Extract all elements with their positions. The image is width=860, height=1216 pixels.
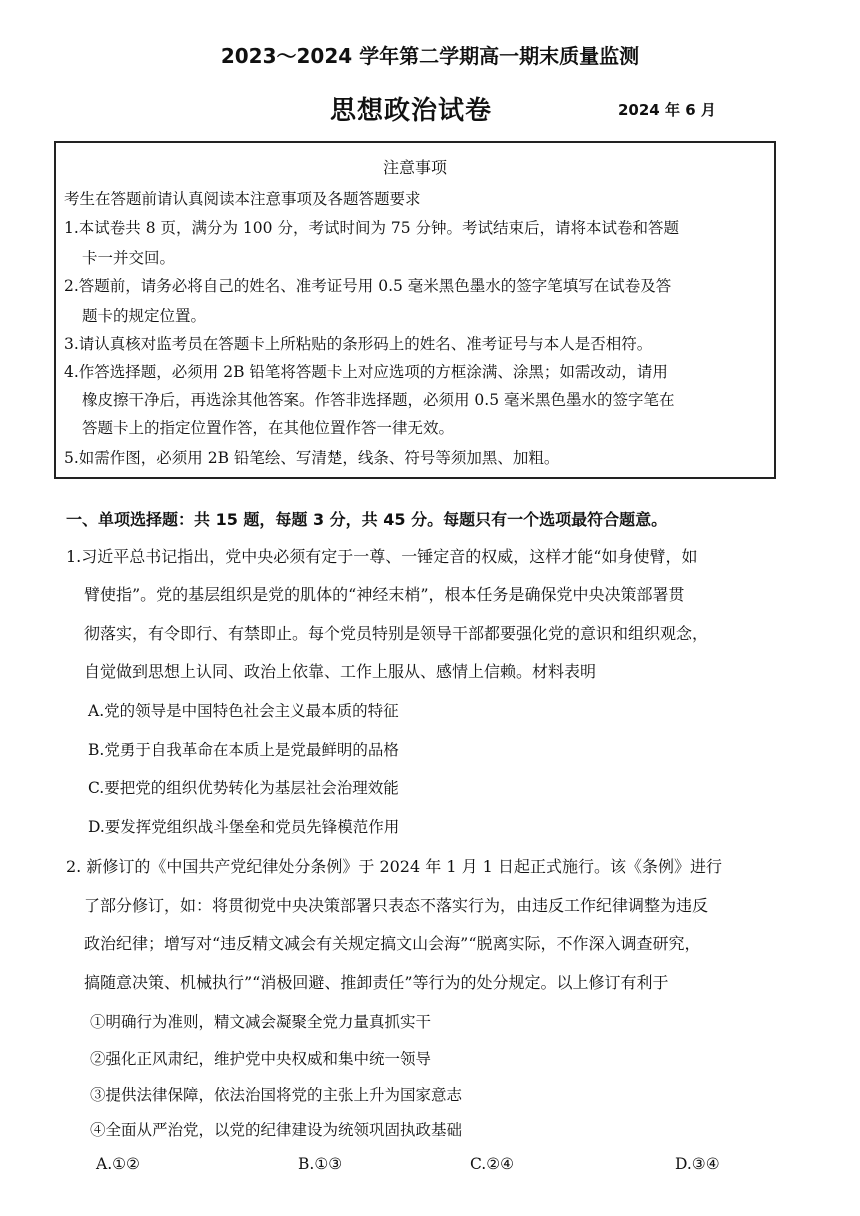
question-1-stem: 1.习近平总书记指出，党中央必须有定于一尊、一锤定音的权威，这样才能“如身使臂，如: [66, 547, 698, 566]
question-2-answer-a: A.①②: [96, 1155, 140, 1173]
subject-title: 思想政治试卷: [330, 96, 493, 126]
question-2-statement: ②强化正风肃纪，维护党中央权威和集中统一领导: [90, 1050, 432, 1068]
notice-line: 卡一并交回。: [82, 249, 176, 267]
question-2-statement: ①明确行为准则，精文减会凝聚全党力量真抓实干: [90, 1013, 432, 1031]
question-1-option-c: C.要把党的组织优势转化为基层社会治理效能: [88, 779, 399, 797]
exam-title: 2023～2024 学年第二学期高一期末质量监测: [220, 44, 640, 68]
exam-date: 2024 年 6 月: [618, 101, 716, 119]
notice-line: 橡皮擦干净后，再选涂其他答案。作答非选择题，必须用 0.5 毫米黑色墨水的签字笔在: [82, 391, 675, 409]
question-1-stem: 彻落实，有令即行、有禁即止。每个党员特别是领导干部都要强化党的意识和组织观念，: [84, 624, 709, 643]
notice-line: 5.如需作图，必须用 2B 铅笔绘、写清楚，线条、符号等须加黑、加粗。: [64, 449, 560, 467]
notice-line: 3.请认真核对监考员在答题卡上所粘贴的条形码上的姓名、准考证号与本人是否相符。: [64, 335, 653, 353]
question-2-stem: 2. 新修订的《中国共产党纪律处分条例》于 2024 年 1 月 1 日起正式施行。该《条例》进行: [66, 857, 722, 876]
section-heading: 一、单项选择题：共 15 题，每题 3 分，共 45 分。每题只有一个选项最符合题意。: [66, 510, 668, 529]
question-2-stem: 了部分修订，如：将贯彻党中央决策部署只表态不落实行为，由违反工作纪律调整为违反: [84, 896, 709, 915]
question-1-option-d: D.要发挥党组织战斗堡垒和党员先锋模范作用: [88, 818, 400, 836]
question-2-statement: ③提供法律保障，依法治国将党的主张上升为国家意志: [90, 1086, 463, 1104]
question-1-stem: 自觉做到思想上认同、政治上依靠、工作上服从、感情上信赖。材料表明: [84, 662, 597, 681]
question-2-stem: 政治纪律；增写对“违反精文减会有关规定搞文山会海”“脱离实际，不作深入调查研究，: [84, 934, 701, 953]
question-1-option-b: B.党勇于自我革命在本质上是党最鲜明的品格: [88, 741, 399, 759]
question-2-stem: 搞随意决策、机械执行”“消极回避、推卸责任”等行为的处分规定。以上修订有利于: [84, 973, 669, 992]
question-2-answer-d: D.③④: [675, 1155, 720, 1173]
notice-line: 2.答题前，请务必将自己的姓名、准考证号用 0.5 毫米黑色墨水的签字笔填写在试卷及答: [64, 277, 672, 295]
question-2-statement: ④全面从严治党，以党的纪律建设为统领巩固执政基础: [90, 1121, 463, 1139]
notice-line: 题卡的规定位置。: [82, 307, 207, 325]
notice-line: 1.本试卷共 8 页，满分为 100 分，考试时间为 75 分钟。考试结束后，请将本试卷和答题: [64, 219, 680, 237]
question-2-answer-c: C.②④: [470, 1155, 515, 1173]
notice-box: [54, 141, 776, 479]
notice-line: 考生在答题前请认真阅读本注意事项及各题答题要求: [64, 190, 421, 208]
notice-line: 4.作答选择题，必须用 2B 铅笔将答题卡上对应选项的方框涂满、涂黑；如需改动，请用: [64, 363, 668, 381]
question-2-answer-b: B.①③: [298, 1155, 343, 1173]
question-1-stem: 臂使指”。党的基层组织是党的肌体的“神经末梢”，根本任务是确保党中央决策部署贯: [84, 585, 685, 604]
notice-line: 答题卡上的指定位置作答，在其他位置作答一律无效。: [82, 419, 455, 437]
notice-title: 注意事项: [382, 158, 447, 177]
question-1-option-a: A.党的领导是中国特色社会主义最本质的特征: [88, 702, 399, 720]
